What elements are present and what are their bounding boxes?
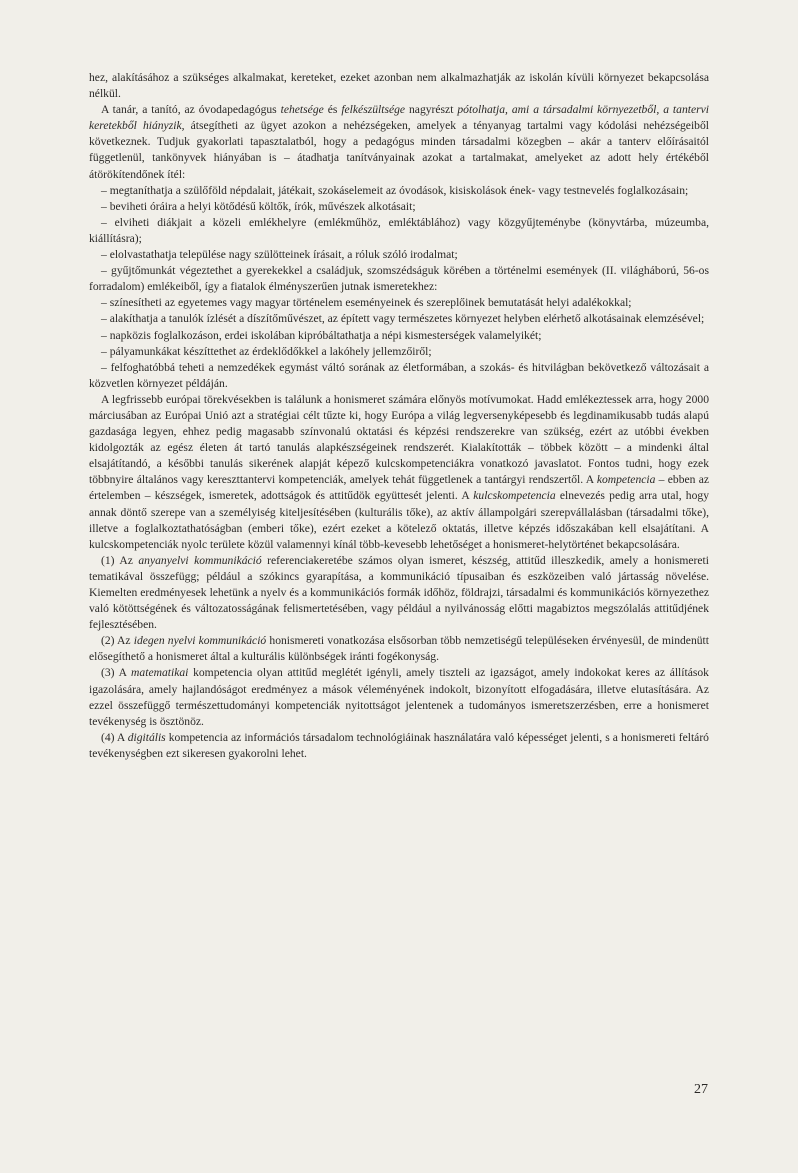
text-run: nagyrészt (405, 103, 458, 117)
text-run: – beviheti óráira a helyi kötődésű költők, írók, művészek alkotásait; (101, 199, 416, 213)
page-number: 27 (694, 1082, 708, 1097)
italic-text: kompetencia (596, 473, 656, 487)
italic-text: felkészültsége (341, 103, 406, 117)
paragraph (89, 263, 709, 295)
text-run: kompetencia olyan attitűd meglétét igényli, amely tiszteli az igazságot, amely indokokat keres az állítások igazolására, amely hajlandóságot eredményez a mások véleményének indokolt, bizonyított elfogadására, illetve elutasítására. Az ezzel összefüggő természettudományi kompetenciák nyitottságot jelentenek a tudományos ismeretszerzésben, erre a honismeret tevékenység is ösztönöz. (89, 666, 709, 728)
paragraph (89, 102, 709, 182)
text-run: – elolvastathatja települése nagy szülötteinek írásait, a róluk szóló irodalmat; (101, 248, 458, 262)
text-run: honismereti vonatkozása elsősorban több nemzetiségű településeken érvényesül, de mindenütt elősegíthető a honismeret által a kulturális különbségek iránti fogékonyság. (89, 634, 709, 664)
text-run: (2) Az (101, 634, 134, 648)
paragraph (89, 392, 709, 553)
text-run: referenciakeretébe számos olyan ismeret, készség, attitűd illeszkedik, amely a honismereti tematikával összefügg; például a szókincs gyarapítása, a kommunikáció típusaiban és eszközeiben való jártasság növelése. Kiemelten eredményesek lehetünk a nyelv és a kommunikációs formák időhöz, földrajzi, társadalmi és kommunikációs környezethez való kötöttségének és változatosságának felismertetésében, vagy például a nyilvánosság előtti magabiztos megszólalás attitűdjének fejlesztésében. (89, 553, 709, 632)
italic-text: kulcskompetencia (473, 489, 556, 503)
paragraph (89, 344, 709, 360)
paragraph (89, 215, 709, 247)
italic-text: tehetsége (280, 103, 324, 117)
text-run: és (323, 103, 342, 117)
paragraph (89, 247, 709, 263)
text-run: – napközis foglalkozáson, erdei iskolában kipróbáltathatja a népi kismesterségek valamelyikét; (101, 328, 542, 342)
paragraph (89, 199, 709, 215)
paragraph (89, 70, 709, 102)
italic-text: pótolhatja, ami a társadalmi környezetből, a tantervi keretekből hiányzik, (89, 103, 709, 133)
text-run: elnevezés pedig arra utal, hogy annak döntő szerepe van a személyiség kiteljesítésében (kulturális tőke), az aktív állampolgári szerepvállalásban (társadalmi tőke), illetve a foglalkoztathatóságban (emberi tőke), ezért ezeket a kötelező oktatás, illetve képzés időszakában kell elsajátítani. A kulcskompetenciák nyolc területe közül valamennyi kínál több-kevesebb lehetőséget a honismeret-helytörténet bekapcsolására. (89, 489, 709, 551)
paragraph (89, 311, 709, 327)
text-run: (4) A (101, 730, 128, 744)
paragraph (89, 295, 709, 311)
paragraph (89, 665, 709, 729)
paragraph (89, 360, 709, 392)
text-run: hez, alakításához a szükséges alkalmakat, kereteket, ezeket azonban nem alkalmazhatják az iskolán kívüli környezet bekapcsolása nélkül. (89, 71, 709, 101)
text-run: (3) A (101, 666, 132, 680)
italic-text: digitális (127, 730, 166, 744)
italic-text: anyanyelvi kommunikáció (138, 553, 262, 567)
text-run: kompetencia az információs társadalom technológiáinak használatára való képességet jelenti, s a honismereti feltáró tevékenységben ezt sikeresen gyakorolni lehet. (89, 730, 709, 760)
paragraph (89, 183, 709, 199)
text-run: – megtaníthatja a szülőföld népdalait, játékait, szokáselemeit az óvodások, kisiskolások ének- vagy testnevelés foglalkozásain; (101, 183, 689, 197)
italic-text: idegen nyelvi kommunikáció (133, 634, 267, 648)
paragraph (89, 553, 709, 633)
text-run: A legfrissebb európai törekvésekben is találunk a honismeret számára előnyös motívumokat. Hadd emlékeztessek arra, hogy 2000 márciusában az Európai Unió azt a stratégiai célt tűzte ki, hogy Európa a világ legversenyképesebb és legdinamikusabb tudás alapú gazdasága legyen, ehhez pedig magasabb színvonalú oktatási és képzési rendszerekre van szükség, ezért az utóbbi években kidolgozták az egész életen át tartó tanulás alapkészségeinek rendszerét. Kialakították – többek között – a mindenki által elsajátítandó, a későbbi tanulás sikerének alapját képező kulcskompetenciákra vonatkozó javaslatot. Fontos tudni, hogy ezek többnyire általános vagy kereszttantervi kompetenciák, amelyek tehát függetlenek a tantárgyi rendszertől. A (89, 392, 709, 487)
text-run: A tanár, a tanító, az óvodapedagógus (101, 103, 281, 117)
text-run: – színesítheti az egyetemes vagy magyar történelem eseményeinek és szereplőinek bemutatását helyi adalékokkal; (101, 296, 632, 310)
text-run: – ebben az értelemben – készségek, ismeretek, adottságok és attitűdök együttesét jelenti. A (89, 473, 710, 503)
body-text (89, 70, 709, 762)
text-run: átsegítheti az ügyet azokon a nehézségeken, amelyek a tényanyag tartalmi vagy kódolási nehézségeiből következnek. Tudjuk gyakorlati tapasztalatból, hogy a pedagógus minden társadalmi közegben – akár a tanterv előírásaitól függetlenül, tankönyvek hiányában is – átadhatja tanítványainak azokat a tartalmakat, amelyeket az adott hely értékéből átörökítendőnek ítél: (89, 119, 709, 181)
text-run: – alakíthatja a tanulók ízlését a díszítőművészet, az épített vagy természetes környezet helyben elérhető alkotásainak elemzésével; (101, 312, 705, 326)
text-run: – elviheti diákjait a közeli emlékhelyre (emlékműhöz, emléktáblához) vagy közgyűjteménybe (könyvtárba, múzeumba, kiállításra); (89, 215, 709, 245)
paragraph (89, 730, 709, 762)
text-run: – pályamunkákat készíttethet az érdeklődőkkel a lakóhely jellemzőiről; (101, 344, 432, 358)
italic-text: matematikai (131, 666, 189, 680)
paragraph (89, 328, 709, 344)
text-run: – gyűjtőmunkát végeztethet a gyerekekkel a családjuk, szomszédságuk körében a történelmi események (II. világháború, 56-os forradalom) emlékeiből, így a fiatalok élményszerűen jutnak ismeretekhez: (89, 264, 709, 294)
text-run: (1) Az (101, 553, 139, 567)
text-run: – felfoghatóbbá teheti a nemzedékek egymást váltó sorának az életformában, a szokás- és hitvilágban bekövetkező változásait a közvetlen környezet példáján. (89, 360, 709, 390)
paragraph (89, 633, 709, 665)
